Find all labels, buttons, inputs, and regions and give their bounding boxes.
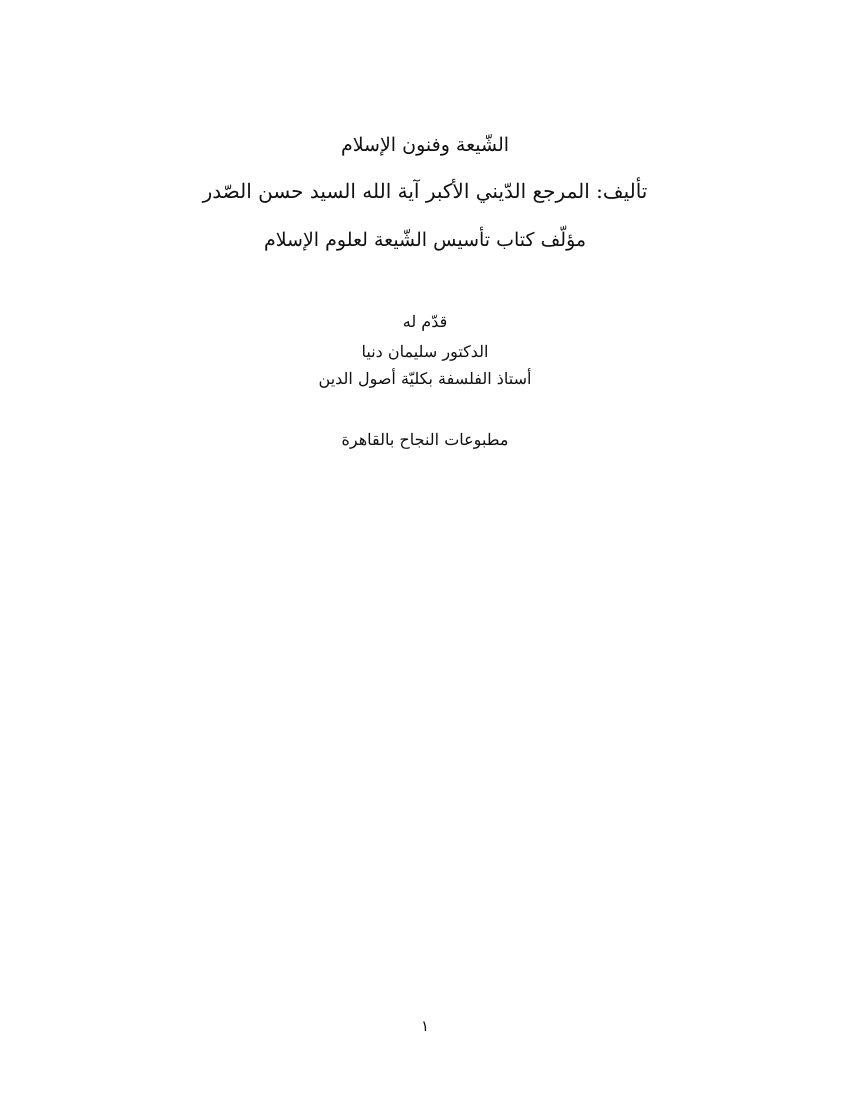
publisher: مطبوعات النجاح بالقاهرة <box>341 430 509 449</box>
page-number: ١ <box>420 1017 430 1035</box>
author-line: تأليف: المرجع الدّيني الأكبر آية الله السيد حسن الصّدر <box>202 179 648 203</box>
introducer-position: أستاذ الفلسفة بكليّة أصول الدين <box>318 369 532 388</box>
author-other-work: مؤلّف كتاب تأسيس الشّيعة لعلوم الإسلام <box>263 229 587 251</box>
introduction-label: قدّم له <box>402 312 448 331</box>
introducer-name: الدكتور سليمان دنيا <box>361 342 489 361</box>
book-title: الشّيعة وفنون الإسلام <box>340 134 510 156</box>
